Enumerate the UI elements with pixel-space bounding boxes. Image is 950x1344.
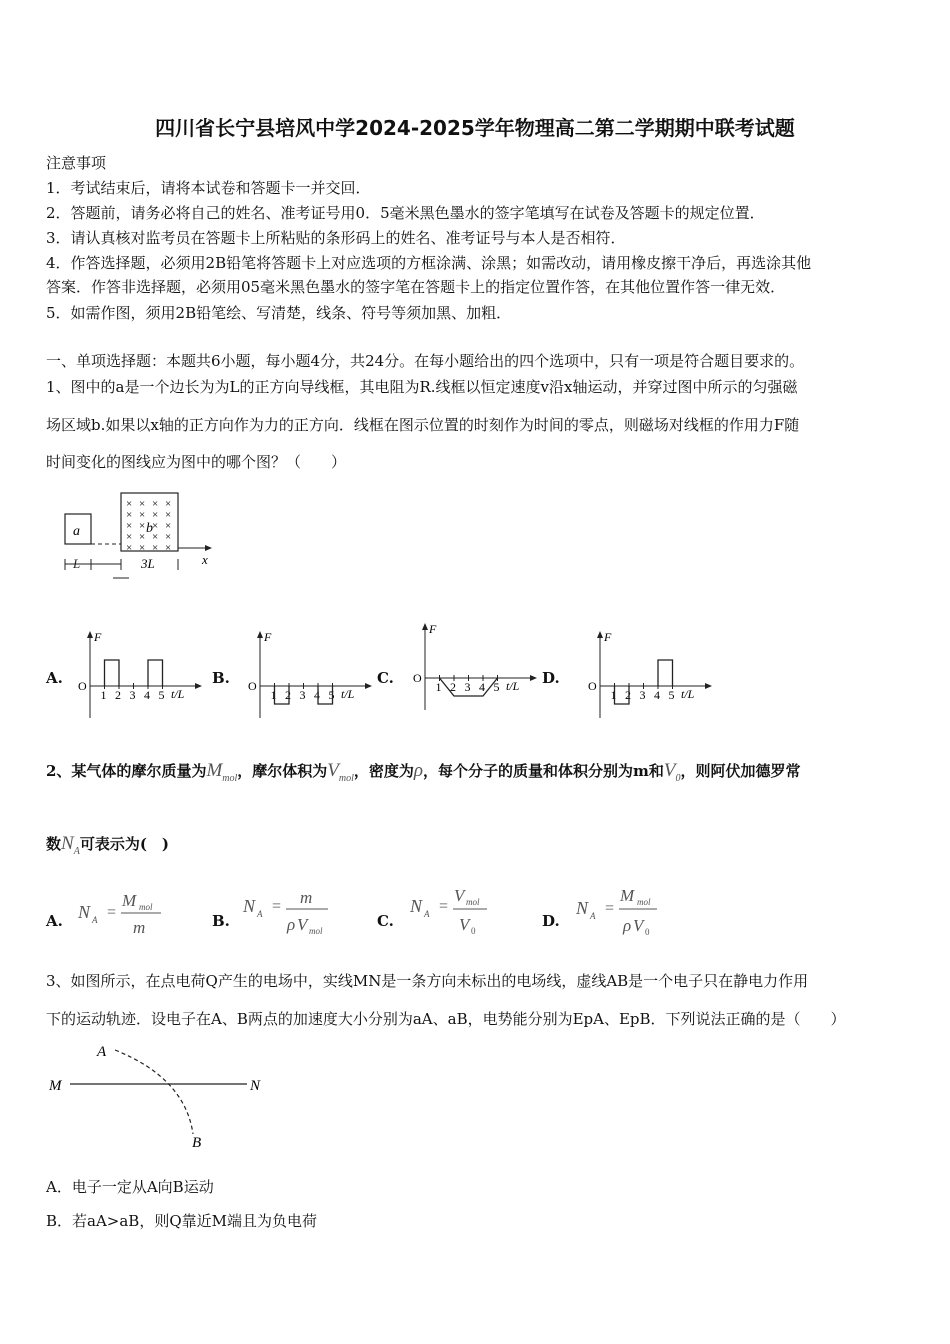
svg-text:m: m bbox=[133, 918, 146, 937]
t-axis-label: t/L bbox=[341, 687, 355, 701]
f-axis-label: F bbox=[429, 622, 437, 636]
trajectory-ab bbox=[115, 1050, 193, 1134]
tick-label: 5 bbox=[668, 688, 675, 702]
q2-text-3: ，密度为 bbox=[353, 762, 414, 780]
svg-text:mol: mol bbox=[309, 926, 323, 936]
dim-L-label: L bbox=[73, 556, 81, 571]
tick-label: 2 bbox=[285, 688, 291, 702]
tick-label: 3 bbox=[464, 680, 471, 694]
tick-label: 3 bbox=[129, 688, 136, 702]
t-axis-arrow bbox=[365, 683, 372, 689]
tick-label: 4 bbox=[144, 688, 150, 702]
field-cross: × bbox=[139, 509, 146, 521]
tick-label: 1 bbox=[100, 688, 107, 702]
f-axis-label: F bbox=[604, 630, 612, 644]
f-axis-arrow bbox=[422, 623, 428, 630]
svg-text:V: V bbox=[633, 916, 644, 935]
f-axis-arrow bbox=[87, 631, 93, 638]
q1-field-figure bbox=[55, 488, 225, 583]
frame-a-label: a bbox=[73, 524, 80, 539]
svg-text:=: = bbox=[439, 898, 449, 915]
notice-item-3: 3．请认真核对监考员在答题卡上所粘贴的条形码上的姓名、准考证号与本人是否相符． bbox=[46, 229, 626, 247]
origin-label: O bbox=[413, 671, 422, 685]
q1-line-1: 1、图中的a是一个边长为为L的正方向导线框，其电阻为R.线框以恒定速度v沿x轴运动，并穿过图中所示的匀强磁 bbox=[46, 378, 798, 396]
tick-label: 5 bbox=[158, 688, 165, 702]
field-b-label: b bbox=[146, 521, 153, 536]
notice-item-5: 5．如需作图，须用2B铅笔绘、写清楚，线条、符号等须加黑、加粗． bbox=[46, 304, 512, 322]
tick-label: 4 bbox=[314, 688, 320, 702]
svg-text:A: A bbox=[257, 909, 263, 919]
sym-M-mol: $M_{mol}$ bbox=[206, 760, 238, 784]
q2-text-2: ，摩尔体积为 bbox=[237, 762, 328, 780]
origin-label: O bbox=[78, 679, 87, 693]
svg-text:M: M bbox=[620, 886, 635, 905]
q2-text-4: ，每个分子的质量和体积分别为m和 bbox=[423, 762, 664, 780]
f-axis-label: F bbox=[264, 630, 272, 644]
field-cross: × bbox=[165, 531, 172, 543]
field-cross: × bbox=[165, 542, 172, 554]
tick-label: 4 bbox=[654, 688, 660, 702]
q2-formula-d bbox=[573, 880, 673, 938]
tick-label: 3 bbox=[639, 688, 646, 702]
field-cross: × bbox=[152, 498, 159, 510]
point-b-label: B bbox=[192, 1135, 202, 1151]
tick-label: 1 bbox=[610, 688, 617, 702]
q3-line-2: 下的运动轨迹．设电子在A、B两点的加速度大小分别为aA、aB，电势能分别为EpA、EpB．下列说法正确的是（ ） bbox=[46, 1010, 846, 1028]
point-a-label: A bbox=[97, 1044, 107, 1060]
sym-V-mol: $V_{mol}$ bbox=[327, 760, 354, 784]
field-cross: × bbox=[165, 509, 172, 521]
force-curve bbox=[105, 660, 163, 686]
svg-text:N: N bbox=[576, 898, 589, 918]
q1-graph-d bbox=[585, 628, 715, 723]
q2-text-1: 2、某气体的摩尔质量为 bbox=[46, 762, 207, 780]
svg-text:N: N bbox=[410, 896, 423, 916]
q2-option-a-label[interactable]: A. bbox=[46, 912, 63, 930]
notice-item-1: 1．考试结束后，请将本试卷和答题卡一并交回． bbox=[46, 179, 371, 197]
q1-graph-b bbox=[245, 628, 375, 723]
q3-line-1: 3、如图所示，在点电荷Q产生的电场中，实线MN是一条方向未标出的电场线，虚线AB是一个电子只在静电力作用 bbox=[46, 972, 809, 990]
field-cross: × bbox=[139, 520, 146, 532]
svg-text:N: N bbox=[78, 902, 91, 922]
svg-text:A: A bbox=[92, 915, 98, 925]
tick-label: 2 bbox=[450, 680, 456, 694]
t-axis-label: t/L bbox=[506, 679, 520, 693]
x-axis-label: x bbox=[202, 552, 208, 567]
q2-text-7: 可表示为( ) bbox=[79, 835, 170, 853]
field-cross: × bbox=[139, 498, 146, 510]
svg-text:ρ: ρ bbox=[287, 915, 296, 934]
q2-line-1 bbox=[46, 760, 801, 784]
field-cross: × bbox=[165, 498, 172, 510]
f-axis-arrow bbox=[597, 631, 603, 638]
page-title: 四川省长宁县培风中学2024-2025学年物理高二第二学期期中联考试题 bbox=[155, 116, 795, 140]
svg-text:mol: mol bbox=[139, 902, 153, 912]
q3-field-figure bbox=[45, 1038, 275, 1153]
field-cross: × bbox=[165, 520, 172, 532]
field-cross: × bbox=[126, 498, 133, 510]
q1-graph-c bbox=[410, 620, 540, 715]
svg-text:=: = bbox=[272, 898, 282, 915]
origin-label: O bbox=[588, 679, 597, 693]
field-cross: × bbox=[152, 509, 159, 521]
f-axis-arrow bbox=[257, 631, 263, 638]
svg-text:0: 0 bbox=[471, 926, 476, 936]
origin-label: O bbox=[248, 679, 257, 693]
t-axis-label: t/L bbox=[681, 687, 695, 701]
tick-label: 1 bbox=[435, 680, 442, 694]
q1-line-2: 场区域b.如果以x轴的正方向作为力的正方向．线框在图示位置的时刻作为时间的零点，则磁场对线框的作用力F随 bbox=[46, 416, 800, 434]
q3-option-a[interactable]: A．电子一定从A向B运动 bbox=[46, 1178, 214, 1196]
tick-label: 2 bbox=[115, 688, 121, 702]
notice-item-4-cont: 答案．作答非选择题，必须用05毫米黑色墨水的签字笔在答题卡上的指定位置作答，在其他位置作答一律无效． bbox=[46, 278, 786, 296]
notice-heading: 注意事项 bbox=[46, 154, 107, 172]
q2-formula-c bbox=[407, 886, 507, 938]
field-cross: × bbox=[126, 542, 133, 554]
point-m-label: M bbox=[49, 1078, 62, 1094]
t-axis-label: t/L bbox=[171, 687, 185, 701]
svg-text:N: N bbox=[243, 896, 256, 916]
t-axis-arrow bbox=[530, 675, 537, 681]
q2-text-6: 数 bbox=[46, 835, 62, 853]
notice-item-4: 4．作答选择题，必须用2B铅笔将答题卡上对应选项的方框涂满、涂黑；如需改动，请用橡皮擦干净后，再选涂其他 bbox=[46, 254, 812, 272]
tick-label: 5 bbox=[328, 688, 335, 702]
q1-option-c-label[interactable]: C. bbox=[377, 669, 394, 687]
t-axis-arrow bbox=[705, 683, 712, 689]
notice-item-2: 2．答题前，请务必将自己的姓名、准考证号用0．5毫米黑色墨水的签字笔填写在试卷及答题卡的规定位置． bbox=[46, 204, 765, 222]
tick-label: 4 bbox=[479, 680, 485, 694]
svg-text:A: A bbox=[590, 911, 596, 921]
field-cross: × bbox=[126, 520, 133, 532]
q1-graph-a bbox=[75, 628, 205, 723]
field-cross: × bbox=[126, 509, 133, 521]
tick-label: 1 bbox=[270, 688, 277, 702]
q2-line-2 bbox=[46, 833, 169, 857]
field-cross: × bbox=[152, 542, 159, 554]
svg-text:mol: mol bbox=[466, 897, 480, 907]
field-cross: × bbox=[152, 520, 159, 532]
tick-label: 2 bbox=[625, 688, 631, 702]
svg-text:A: A bbox=[424, 909, 430, 919]
field-cross: × bbox=[126, 531, 133, 543]
q2-text-5: ，则阿伏加德罗常 bbox=[680, 762, 801, 780]
q2-option-d-label[interactable]: D. bbox=[542, 912, 560, 930]
f-axis-label: F bbox=[94, 630, 102, 644]
t-axis-arrow bbox=[195, 683, 202, 689]
svg-text:mol: mol bbox=[637, 897, 651, 907]
q1-line-3: 时间变化的图线应为图中的哪个图？（ ） bbox=[46, 453, 347, 471]
svg-text:M: M bbox=[122, 891, 137, 910]
q1-option-a-label[interactable]: A. bbox=[46, 669, 63, 687]
q2-formula-a bbox=[75, 886, 175, 938]
section-heading: 一、单项选择题：本题共6小题，每小题4分，共24分。在每小题给出的四个选项中，只有一项是符合题目要求的。 bbox=[46, 352, 805, 370]
q1-option-d-label[interactable]: D. bbox=[542, 669, 560, 687]
svg-text:=: = bbox=[605, 900, 615, 917]
field-cross: × bbox=[152, 531, 159, 543]
svg-text:V: V bbox=[297, 915, 308, 934]
x-axis-arrow bbox=[205, 545, 212, 551]
sym-V0: $V_0$ bbox=[663, 760, 681, 784]
q2-option-b-label[interactable]: B. bbox=[212, 912, 230, 930]
svg-text:ρ: ρ bbox=[623, 916, 632, 935]
q2-formula-b bbox=[240, 886, 340, 938]
q2-option-c-label[interactable]: C. bbox=[377, 912, 394, 930]
sym-NA: $N_A$ bbox=[61, 833, 80, 857]
tick-label: 3 bbox=[299, 688, 306, 702]
svg-text:V: V bbox=[454, 886, 465, 905]
svg-text:m: m bbox=[300, 888, 313, 907]
svg-text:V: V bbox=[459, 915, 470, 934]
tick-label: 5 bbox=[493, 680, 500, 694]
q3-option-b[interactable]: B．若aA>aB，则Q靠近M端且为负电荷 bbox=[46, 1212, 317, 1230]
dim-3L-label: 3L bbox=[141, 556, 155, 571]
field-cross: × bbox=[139, 531, 146, 543]
field-cross: × bbox=[139, 542, 146, 554]
svg-text:=: = bbox=[107, 904, 117, 921]
point-n-label: N bbox=[250, 1078, 261, 1094]
svg-text:0: 0 bbox=[645, 927, 650, 937]
sym-rho: ρ bbox=[413, 760, 424, 781]
q1-option-b-label[interactable]: B. bbox=[212, 669, 230, 687]
